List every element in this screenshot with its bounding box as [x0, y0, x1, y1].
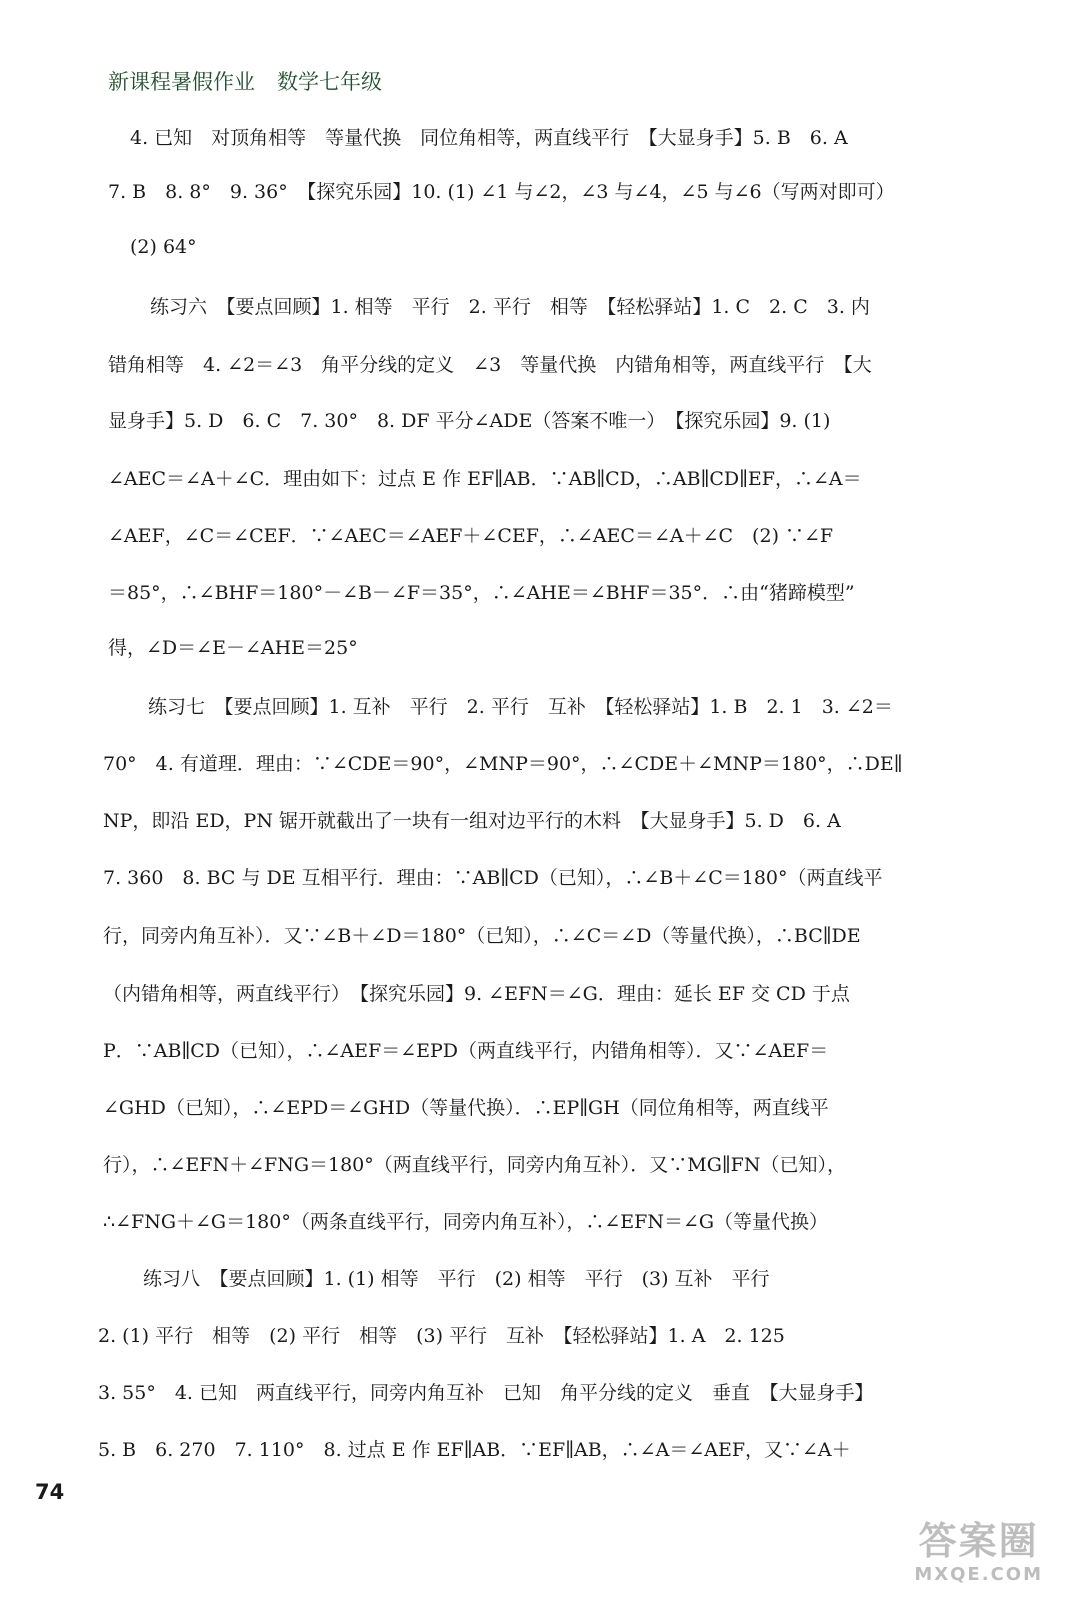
subject-title: 数学七年级: [277, 70, 382, 94]
answer-line: 7. 360 8. BC 与 DE 互相平行．理由：∵AB∥CD（已知），∴∠B＋∠C＝180°（两直线平: [103, 867, 883, 889]
answer-line: （内错角相等，两直线平行） 【探究乐园】9. ∠EFN＝∠G．理由：延长 EF 交 CD 于点: [103, 983, 850, 1005]
answer-line: 70° 4. 有道理．理由：∵∠CDE＝90°，∠MNP＝90°，∴∠CDE＋∠MNP＝180°，∴DE∥: [103, 753, 903, 775]
answer-line: 行），∴∠EFN＋∠FNG＝180°（两直线平行，同旁内角互补）．又∵MG∥FN（已知），: [103, 1154, 846, 1176]
watermark-logo-text: 答案圈: [918, 1519, 1039, 1563]
answer-line: 7. B 8. 8° 9. 36° 【探究乐园】10. (1) ∠1 与∠2，∠3 与∠4，∠5 与∠6（写两对即可）: [108, 181, 895, 203]
site-watermark: [914, 1519, 1043, 1585]
exercise-heading-7: 练习七 【要点回顾】1. 互补 平行 2. 平行 互补 【轻松驿站】1. B 2. 1 3. ∠2＝: [148, 696, 893, 718]
answer-line: 4. 已知 对顶角相等 等量代换 同位角相等，两直线平行 【大显身手】5. B 6. A: [130, 127, 848, 149]
page-number: 74: [35, 1480, 65, 1504]
answer-line: 错角相等 4. ∠2＝∠3 角平分线的定义 ∠3 等量代换 内错角相等，两直线平行 【大: [108, 354, 872, 376]
exercise-heading-8: 练习八 【要点回顾】1. (1) 相等 平行 (2) 相等 平行 (3) 互补 平行: [143, 1268, 770, 1290]
answer-line: 得，∠D＝∠E－∠AHE＝25°: [108, 637, 358, 659]
exercise-heading-6: 练习六 【要点回顾】1. 相等 平行 2. 平行 相等 【轻松驿站】1. C 2. C 3. 内: [150, 296, 870, 318]
answer-line: ∠AEC＝∠A＋∠C．理由如下：过点 E 作 EF∥AB．∵AB∥CD，∴AB∥CD∥EF，∴∠A＝: [108, 468, 862, 490]
answer-line: ∠AEF，∠C＝∠CEF．∵∠AEC＝∠AEF＋∠CEF，∴∠AEC＝∠A＋∠C (2) ∵∠F: [108, 525, 834, 547]
answer-line: 5. B 6. 270 7. 110° 8. 过点 E 作 EF∥AB．∵EF∥AB，∴∠A＝∠AEF，又∵∠A＋: [98, 1439, 851, 1461]
answer-line: 显身手】5. D 6. C 7. 30° 8. DF 平分∠ADE（答案不唯一） 【探究乐园】9. (1): [108, 410, 831, 432]
answer-line: 行，同旁内角互补）．又∵∠B＋∠D＝180°（已知），∴∠C＝∠D（等量代换），∴BC∥DE: [103, 925, 861, 947]
running-header: [108, 66, 382, 96]
answer-line: NP，即沿 ED，PN 锯开就截出了一块有一组对边平行的木料 【大显身手】5. D 6. A: [103, 810, 841, 832]
answer-line: ＝85°，∴∠BHF＝180°－∠B－∠F＝35°，∴∠AHE＝∠BHF＝35°．∴由“猪蹄模型”: [108, 582, 855, 604]
answer-line: ∴∠FNG＋∠G＝180°（两条直线平行，同旁内角互补），∴∠EFN＝∠G（等量代换）: [103, 1211, 829, 1233]
answer-line: (2) 64°: [130, 236, 197, 258]
answer-line: P．∵AB∥CD（已知），∴∠AEF＝∠EPD（两直线平行，内错角相等）．又∵∠AEF＝: [103, 1040, 829, 1062]
watermark-url: MXQE.COM: [914, 1564, 1043, 1585]
book-title: 新课程暑假作业: [108, 70, 255, 94]
answer-line: ∠GHD（已知），∴∠EPD＝∠GHD（等量代换）．∴EP∥GH（同位角相等，两直线平: [103, 1097, 829, 1119]
answer-line: 2. (1) 平行 相等 (2) 平行 相等 (3) 平行 互补 【轻松驿站】1. A 2. 125: [98, 1325, 785, 1347]
answer-line: 3. 55° 4. 已知 两直线平行，同旁内角互补 已知 角平分线的定义 垂直 【大显身手】: [98, 1382, 874, 1404]
